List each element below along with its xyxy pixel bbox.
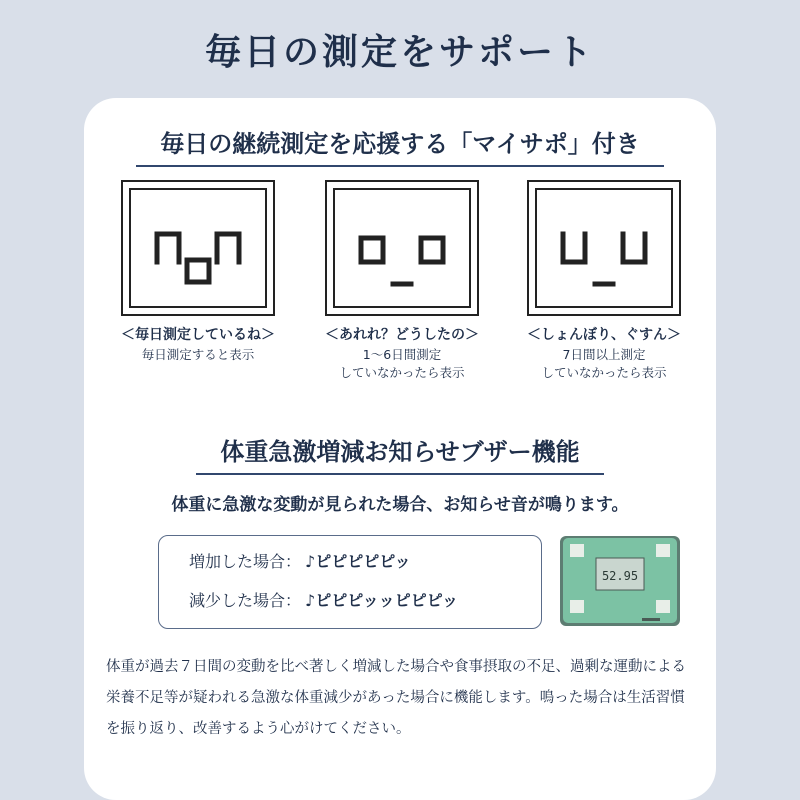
buzzer-heading: 体重急激増減お知らせブザー機能 — [196, 432, 604, 475]
face-sad-title: ＜しょんぼり、ぐすん＞ — [527, 327, 681, 343]
buzzer-pattern-box — [158, 535, 542, 629]
body-scale-image — [556, 530, 684, 630]
face-happy-glyph — [123, 182, 273, 314]
face-surprised-display — [325, 180, 479, 316]
face-sad-display — [527, 180, 681, 316]
buzzer-decrease-pattern: ♪ピピピッッピピピッ — [305, 591, 458, 610]
face-happy-description: 毎日測定すると表示 — [141, 347, 255, 362]
face-sad — [518, 180, 690, 382]
face-surprised-title: ＜あれれ？どうしたの＞ — [325, 327, 479, 343]
face-happy — [112, 180, 284, 364]
face-sad-glyph — [529, 182, 679, 314]
face-happy-title: ＜毎日測定しているね＞ — [121, 327, 275, 343]
face-sad-description: 7日間以上測定 していなかったら表示 — [541, 347, 667, 380]
body-scale-illustration — [556, 530, 684, 630]
buzzer-decrease-label: 減少した場合： — [189, 591, 302, 610]
face-surprised — [316, 180, 488, 382]
buzzer-increase-row — [189, 549, 411, 572]
face-surprised-glyph — [327, 182, 477, 314]
buzzer-description: 体重が過去７日間の変動を比べ著しく増減した場合や食事摂取の不足、過剰な運動による栄養不足等が疑われる急激な体重減少があった場合に機能します。鳴った場合は生活習慣を振り返り、改善するよう心がけてください。 — [106, 659, 686, 737]
buzzer-lead: 体重に急激な変動が見られた場合、お知らせ音が鳴ります。 — [171, 495, 629, 515]
face-surprised-description: 1〜6日間測定 していなかったら表示 — [339, 347, 465, 380]
face-happy-display — [121, 180, 275, 316]
buzzer-increase-pattern: ♪ピピピピピッ — [305, 552, 411, 571]
buzzer-increase-label: 増加した場合： — [189, 552, 302, 571]
face-displays — [112, 180, 692, 380]
page-title: 毎日の測定をサポート — [204, 32, 595, 73]
scale-display-value: 52.95 — [601, 569, 639, 583]
mysapo-heading: 毎日の継続測定を応援する「マイサポ」付き — [136, 124, 664, 167]
buzzer-decrease-row — [189, 588, 458, 611]
